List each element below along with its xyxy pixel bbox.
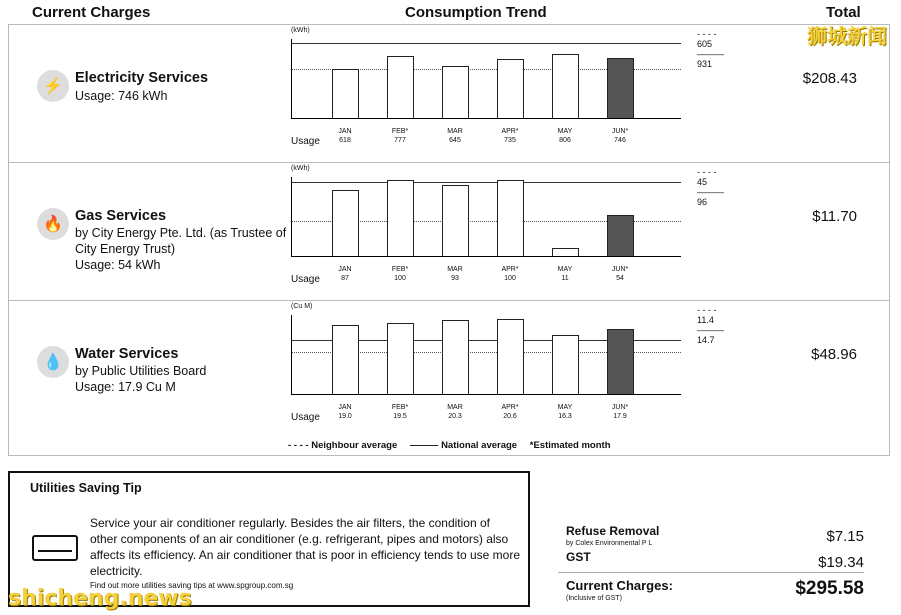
national-average-value: 96 <box>697 197 708 207</box>
month-label <box>545 403 585 421</box>
chart-bar <box>607 329 634 394</box>
month-label <box>545 265 585 283</box>
month-name: JAN <box>338 128 352 135</box>
month-name: MAR <box>447 266 463 273</box>
month-name: APR* <box>501 404 519 411</box>
service-panel <box>8 300 890 456</box>
legend-estimated: *Estimated month <box>529 440 611 451</box>
month-label <box>380 127 420 145</box>
month-name: JAN <box>338 266 352 273</box>
tip-footer-link[interactable]: Find out more utilities saving tips at www.spgroup.com.sg <box>90 581 294 590</box>
refuse-sub: by Colex Environmental P L <box>566 540 653 547</box>
month-usage: 645 <box>449 137 461 144</box>
current-charges-sub: (Inclusive of GST) <box>566 595 623 602</box>
chart-bar <box>552 54 579 118</box>
month-name: APR* <box>501 128 519 135</box>
service-name: Water Services <box>75 346 179 362</box>
month-usage: 93 <box>451 275 459 282</box>
tip-text: Service your air conditioner regularly. Besides the air filters, the condition of other components of an air conditioner (e.g. refrigerant, pipes and motors) also affects its efficiency. An air conditioner that is poor in efficiency tends to use more electricity. <box>90 516 521 578</box>
neighbour-average-value: 605 <box>697 39 713 49</box>
chart-bar <box>607 58 634 118</box>
legend-neighbour: Neighbour average <box>311 440 398 451</box>
chart-bar <box>442 185 469 256</box>
month-usage: 100 <box>394 275 406 282</box>
month-name: JUN* <box>611 128 629 135</box>
national-average-line <box>292 43 681 44</box>
neighbour-average-value: 45 <box>697 177 708 187</box>
month-usage: 17.9 <box>613 413 627 420</box>
service-sub: by City Energy Pte. Ltd. (as Trustee of City Energy Trust) Usage: 54 kWh <box>75 226 287 272</box>
chart-bar <box>332 325 359 394</box>
gst-label: GST <box>566 550 591 564</box>
current-charges-label: Current Charges: <box>566 578 673 593</box>
month-usage: 19.5 <box>393 413 407 420</box>
month-label <box>435 127 475 145</box>
month-usage: 746 <box>614 137 626 144</box>
service-amount: $208.43 <box>802 70 857 87</box>
national-average-value: 931 <box>697 59 713 69</box>
service-panel <box>8 162 890 300</box>
national-average-value: 14.7 <box>697 335 715 345</box>
refuse-value: $7.15 <box>826 528 864 545</box>
month-label <box>600 127 640 145</box>
month-label <box>435 403 475 421</box>
month-name: FEB* <box>391 404 409 411</box>
service-amount: $11.70 <box>812 208 857 225</box>
month-label <box>490 127 530 145</box>
month-name: APR* <box>501 266 519 273</box>
month-label <box>380 265 420 283</box>
chart-bar <box>497 59 524 118</box>
header-total: Total <box>826 4 861 21</box>
chart-bar <box>442 320 469 394</box>
chart-bar <box>332 69 359 118</box>
month-label <box>325 403 365 421</box>
chart-bar <box>552 248 579 256</box>
gst-value: $19.34 <box>818 554 864 571</box>
service-name: Gas Services <box>75 208 167 224</box>
month-usage: 19.0 <box>338 413 352 420</box>
chart-bar <box>497 319 524 394</box>
chart-bar <box>607 215 634 256</box>
air-conditioner-icon <box>32 535 78 561</box>
current-charges-value: $295.58 <box>795 578 864 599</box>
service-amount: $48.96 <box>811 346 857 363</box>
month-label <box>490 265 530 283</box>
usage-label: Usage <box>291 136 320 147</box>
month-name: MAY <box>557 266 573 273</box>
month-usage: 87 <box>341 275 349 282</box>
average-values: - - - - 11.4 ——— 14.7 <box>697 305 724 345</box>
chart-legend: - - - - Neighbour average ——— National average *Estimated month <box>288 440 611 451</box>
lightning-icon: ⚡ <box>37 70 69 102</box>
consumption-chart <box>287 165 724 303</box>
month-label <box>380 403 420 421</box>
header-current-charges: Current Charges <box>32 4 151 21</box>
month-label <box>600 265 640 283</box>
usage-label: Usage <box>291 274 320 285</box>
chart-bar <box>552 335 579 394</box>
month-name: MAY <box>557 128 573 135</box>
month-label <box>600 403 640 421</box>
month-name: FEB* <box>391 128 409 135</box>
service-name: Electricity Services <box>75 70 209 86</box>
month-usage: 777 <box>394 137 406 144</box>
month-name: FEB* <box>391 266 409 273</box>
chart-plot-area <box>291 177 681 257</box>
chart-plot-area <box>291 315 681 395</box>
month-usage: 20.6 <box>503 413 517 420</box>
chart-bar <box>387 323 414 394</box>
service-sub: by Public Utilities Board Usage: 17.9 Cu M <box>75 364 207 394</box>
month-label <box>490 403 530 421</box>
consumption-chart <box>287 27 724 165</box>
usage-label: Usage <box>291 412 320 423</box>
month-name: MAY <box>557 404 573 411</box>
service-panel <box>8 24 890 162</box>
chart-unit: (kWh) <box>291 27 310 34</box>
chart-bar <box>497 180 524 256</box>
average-values: - - - - 45 ——— 96 <box>697 167 724 207</box>
month-usage: 100 <box>504 275 516 282</box>
month-label <box>435 265 475 283</box>
legend-national: National average <box>441 440 518 451</box>
chart-bar <box>387 180 414 256</box>
watermark-logo: 狮城新闻 <box>807 24 887 48</box>
month-name: JUN* <box>611 266 629 273</box>
chart-plot-area <box>291 39 681 119</box>
average-values: - - - - 605 ——— 931 <box>697 29 724 69</box>
neighbour-average-value: 11.4 <box>697 315 714 325</box>
water-drop-icon: 💧 <box>37 346 69 378</box>
month-usage: 806 <box>559 137 571 144</box>
month-label <box>325 127 365 145</box>
chart-bar <box>332 190 359 256</box>
month-name: JUN* <box>611 404 629 411</box>
chart-unit: (Cu M) <box>291 303 313 310</box>
chart-bar <box>442 66 469 118</box>
flame-icon: 🔥 <box>37 208 69 240</box>
month-name: MAR <box>447 404 463 411</box>
month-usage: 11 <box>561 275 569 282</box>
refuse-label: Refuse Removal <box>566 524 660 538</box>
month-usage: 618 <box>339 137 351 144</box>
tip-title: Utilities Saving Tip <box>30 481 142 495</box>
month-usage: 735 <box>504 137 516 144</box>
month-name: JAN <box>338 404 352 411</box>
chart-bar <box>387 56 414 118</box>
month-label <box>325 265 365 283</box>
service-sub: Usage: 746 kWh <box>75 89 168 103</box>
month-usage: 20.3 <box>448 413 462 420</box>
summary-divider <box>558 572 864 573</box>
month-label <box>545 127 585 145</box>
month-usage: 54 <box>616 275 624 282</box>
month-name: MAR <box>447 128 463 135</box>
month-usage: 16.3 <box>558 413 572 420</box>
national-average-line <box>292 182 681 183</box>
watermark-bottom: shicheng.news <box>8 586 192 611</box>
header-consumption-trend: Consumption Trend <box>405 4 547 21</box>
chart-unit: (kWh) <box>291 165 310 172</box>
consumption-chart <box>287 303 724 441</box>
